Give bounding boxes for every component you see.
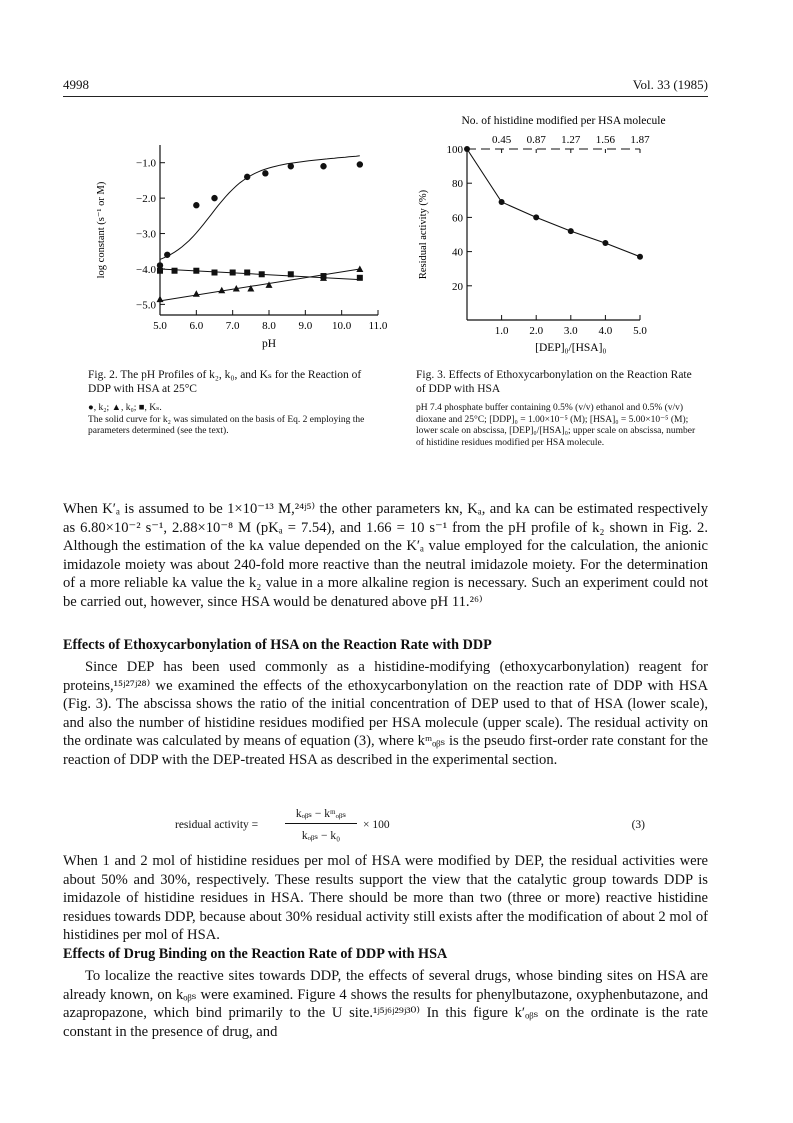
fig3-chart: [410, 112, 710, 360]
fig3-data-point: [602, 240, 608, 246]
fig3-top-tick-label: 1.87: [630, 134, 650, 146]
fig2-x-tick-label: 7.0: [225, 320, 240, 332]
fig2-y-axis-title: log constant (s⁻¹ or M): [96, 181, 107, 279]
fig2-ks-point: [212, 270, 218, 276]
fig3-y-tick-label: 80: [452, 178, 463, 191]
paragraph-2-text: Since DEP has been used commonly as a histidine-modifying (ethoxycarbonylation) reagent for proteins,¹⁵ʲ²⁷ʲ²⁸⁾ we examined the effects of the ethoxycarbonylation on the reaction rate of DDP with HSA (Fig. 3). The abscissa shows the ratio of the initial concentration of DEP used to that of HSA (lower scale), and also the number of histidine residues modified per HSA molecule (upper scale). The residual activity on the ordinate was calculated by means of equation (3), where kᵐₒᵦₛ is the pseudo first-order rate constant for the reaction of DDP with the DEP-treated HSA as described in the experimental section.: [63, 659, 708, 768]
fig2-k2-fit-curve: [160, 156, 360, 260]
fig3-x-axis-title: [DEP]₀/[HSA]₀: [535, 342, 607, 354]
figure-2: [80, 130, 400, 358]
fig2-k2-point: [211, 195, 217, 201]
fig3-x-tick-label: 4.0: [598, 325, 613, 337]
fig3-top-tick-label: 1.27: [561, 134, 581, 146]
fig2-x-tick-label: 5.0: [153, 320, 167, 332]
fig3-top-tick-label: 0.45: [491, 134, 512, 146]
fig2-k2-point: [320, 163, 326, 169]
fig3-y-tick-label: 100: [446, 144, 463, 156]
fig2-k0-point: [218, 287, 225, 294]
fig3-caption-note: pH 7.4 phosphate buffer containing 0.5% (v/v) ethanol and 0.5% (v/v) dioxane and 25°C; [DDP]₀ = 1.00×10⁻⁵ (M); [HSA]₀ = 5.00×10⁻⁵ (M); lower scale on abscissa, [DEP]₀/[HSA]₀; upper scale on abscissa, number of histidine residues modified per HSA molecule.: [416, 403, 696, 448]
fig3-x-tick-label: 2.0: [529, 325, 544, 337]
fig2-k2-point: [357, 161, 363, 167]
fig2-caption-notes: [88, 403, 378, 438]
paragraph-3: [63, 852, 708, 945]
equation-number: (3): [631, 819, 645, 831]
fig2-k0-point: [157, 296, 164, 303]
paragraph-4: [63, 967, 708, 1041]
fig2-caption-legend: ●, k₂; ▲, k₀; ■, Kₛ.: [88, 403, 162, 413]
fig2-x-tick-label: 9.0: [298, 320, 313, 332]
fig2-k2-point: [262, 170, 268, 176]
running-header: [63, 74, 708, 97]
fig2-ks-point: [259, 271, 265, 277]
fig3-y-tick-label: 40: [452, 246, 463, 259]
fig2-ks-point: [244, 270, 250, 276]
paragraph-4-text: To localize the reactive sites towards DDP, the effects of several drugs, whose binding sites on HSA are already known, on kₒᵦₛ were examined. Figure 4 shows the results for phenylbutazone, oxyphenbutazone, and azapropazone, which bind primarily to the U site.¹ʲ⁵ʲ⁶ʲ²⁹ʲ³⁰⁾ In this figure k′ₒᵦₛ on the ordinate is the rate constant in the presence of drug, and: [63, 968, 708, 1040]
equation-multiplier: × 100: [363, 819, 390, 831]
paragraph-1: [63, 500, 708, 612]
journal-volume: Vol. 33 (1985): [632, 77, 708, 92]
fig2-k0-point: [356, 265, 363, 272]
equation-numerator: kₒᵦₛ − kᵐₒᵦₛ: [295, 808, 347, 820]
fig2-ks-point: [193, 268, 199, 274]
fig3-data-point: [464, 146, 470, 152]
fig2-ks-point: [157, 268, 163, 274]
section-heading-ethoxycarbonylation: Effects of Ethoxycarbonylation of HSA on the Reaction Rate with DDP: [63, 637, 492, 653]
fig2-y-tick-label: −1.0: [136, 157, 156, 170]
fig2-ks-point: [230, 270, 236, 276]
fig2-y-tick-label: −2.0: [136, 193, 156, 206]
fig2-x-tick-label: 8.0: [262, 320, 276, 332]
fig3-y-tick-label: 20: [452, 280, 463, 293]
page-number: 4998: [63, 77, 89, 92]
fig3-caption: [416, 368, 701, 396]
fig2-y-tick-label: −3.0: [136, 228, 156, 241]
fig3-x-tick-label: 3.0: [563, 325, 578, 337]
fig3-data-point: [637, 254, 643, 260]
fig3-top-tick-label: 1.56: [595, 134, 616, 146]
fig3-data-point: [533, 214, 539, 220]
fig3-x-tick-label: 1.0: [494, 325, 509, 337]
fig2-x-tick-label: 10.0: [332, 320, 352, 332]
fig3-activity-line: [467, 149, 640, 257]
section-heading-drug-binding: Effects of Drug Binding on the Reaction Rate of DDP with HSA: [63, 946, 448, 962]
fig2-k2-point: [244, 174, 250, 180]
fig2-ks-point: [172, 268, 178, 274]
fig3-y-axis-title: Residual activity (%): [418, 189, 429, 280]
fig3-top-axis-title: No. of histidine modified per HSA molecule: [461, 115, 666, 127]
fig2-ks-point: [288, 271, 294, 277]
equation-3: [175, 806, 645, 846]
figure-3: [410, 112, 710, 360]
fig2-x-tick-label: 11.0: [368, 320, 388, 332]
fig2-y-tick-label: −5.0: [136, 299, 156, 312]
fig2-k2-point: [288, 163, 294, 169]
fig2-caption-note: The solid curve for k₂ was simulated on the basis of Eq. 2 employing the parameters determined (see the text).: [88, 414, 365, 436]
paragraph-2: [63, 658, 708, 770]
fig2-k0-point: [266, 281, 273, 288]
paragraph-1-text: When K′ₐ is assumed to be 1×10⁻¹³ M,²⁴ʲ⁵⁾ the other parameters kɴ, Kₐ, and kᴀ can be estimated respectively as 6.80×10⁻² s⁻¹, 2.88×10⁻⁸ M (pKₐ = 7.54), and 1.66 = 10 s⁻¹ from the pH profile of k₂ shown in Fig. 2. Although the estimation of the kᴀ value depended on the K′ₐ value employed for the calculation, the anionic imidazole moiety was about 240-fold more reactive than the neutral imidazole moiety. For the determination of a more reliable kᴀ value the k₂ value in a more alkaline region is necessary. Such an experiment could not be carried out, however, since HSA would be denatured above pH 11.²⁶⁾: [63, 501, 708, 610]
equation-denominator: kₒᵦₛ − k₀: [301, 830, 341, 842]
fig2-chart: [80, 130, 400, 358]
fig2-x-axis-title: pH: [261, 338, 277, 350]
fig2-ks-point: [357, 275, 363, 281]
fig2-k0-point: [193, 290, 200, 297]
fig2-k2-point: [157, 262, 163, 268]
fig3-caption-title: Fig. 3. Effects of Ethoxycarbonylation on the Reaction Rate of DDP with HSA: [416, 369, 692, 395]
fig3-x-tick-label: 5.0: [633, 325, 647, 337]
fig2-x-tick-label: 6.0: [189, 320, 204, 332]
fraction-bar: [285, 823, 357, 824]
fig2-k2-point: [193, 202, 199, 208]
fig3-data-point: [568, 228, 574, 234]
fig3-top-tick-label: 0.87: [526, 134, 546, 146]
fig2-y-tick-label: −4.0: [136, 263, 156, 276]
fig3-y-tick-label: 60: [452, 212, 463, 225]
fig2-caption: [88, 368, 378, 396]
fig2-caption-title: Fig. 2. The pH Profiles of k₂, k₀, and Kₛ for the Reaction of DDP with HSA at 25°C: [88, 369, 362, 395]
paragraph-3-text: When 1 and 2 mol of histidine residues per mol of HSA were modified by DEP, the residual activities were about 50% and 30%, respectively. These results support the view that the catalytic group towards DDP is imidazole of histidine residues in HSA. There should be more than two (three or more) reactive histidine residues towards DDP, because about 30% residual activity still exists after the modification of about 2 mol of histidines per mol of HSA.: [63, 853, 708, 944]
fig2-k2-point: [164, 252, 170, 258]
fig3-data-point: [499, 199, 505, 205]
equation-lhs: residual activity =: [175, 819, 259, 831]
